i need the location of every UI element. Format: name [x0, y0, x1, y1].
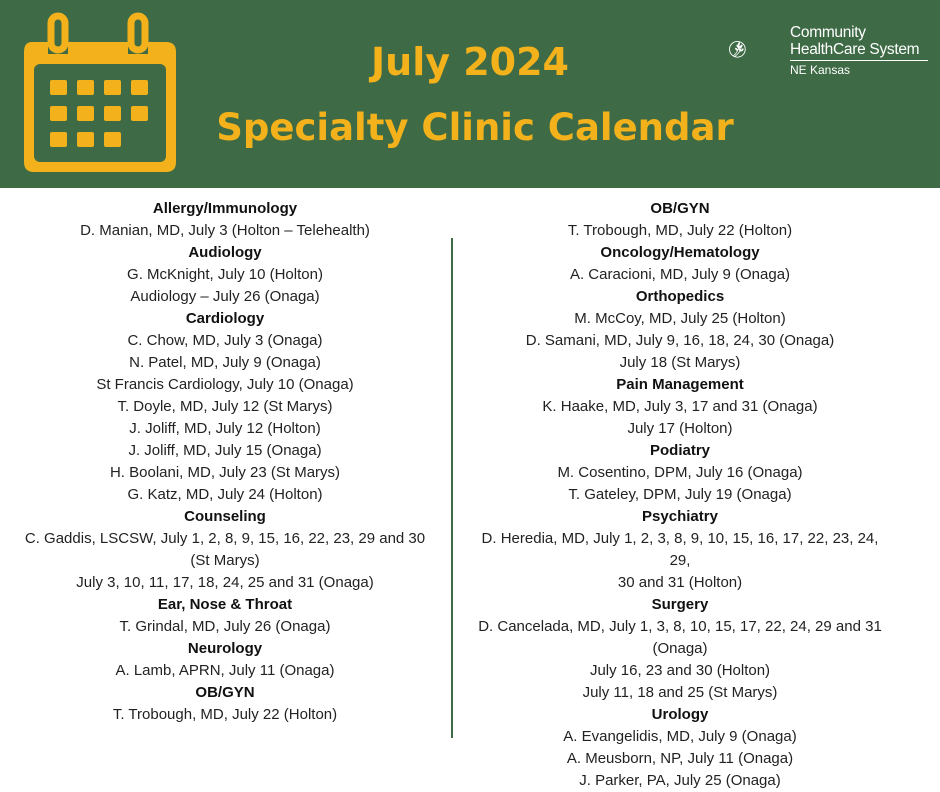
specialty-title: Allergy/Immunology	[152, 200, 298, 217]
specialty-title: Orthopedics	[635, 288, 725, 305]
specialty-title: Podiatry	[649, 442, 710, 459]
logo-line1: Community	[790, 24, 866, 41]
clinic-entry: A. Lamb, APRN, July 11 (Onaga)	[115, 662, 335, 679]
clinic-entry: J. Parker, PA, July 25 (Onaga)	[579, 772, 781, 789]
clinic-entry: July 18 (St Marys)	[619, 354, 741, 371]
page-title: July 2024	[371, 40, 569, 84]
specialty-title: Cardiology	[185, 310, 265, 327]
clinic-entry: K. Haake, MD, July 3, 17 and 31 (Onaga)	[542, 398, 818, 415]
wheat-logo-icon	[728, 14, 790, 84]
specialty-title: Counseling	[184, 508, 266, 525]
clinic-entry: C. Chow, MD, July 3 (Onaga)	[127, 332, 323, 349]
specialty-section	[470, 198, 890, 242]
right-column	[470, 198, 890, 792]
specialty-title: Psychiatry	[642, 508, 718, 525]
clinic-entry: A. Meusborn, NP, July 11 (Onaga)	[566, 750, 794, 767]
clinic-entry: July 11, 18 and 25 (St Marys)	[582, 684, 778, 701]
left-column	[20, 198, 430, 726]
clinic-entry: M. Cosentino, DPM, July 16 (Onaga)	[557, 464, 803, 481]
specialty-title: Audiology	[188, 244, 262, 261]
specialty-section	[20, 506, 430, 594]
clinic-entry: D. Samani, MD, July 9, 16, 18, 24, 30 (Onaga)	[525, 332, 835, 349]
specialty-title: Oncology/Hematology	[600, 244, 760, 261]
specialty-section	[20, 682, 430, 726]
specialty-title: Ear, Nose & Throat	[157, 596, 293, 613]
clinic-entry: St Francis Cardiology, July 10 (Onaga)	[96, 376, 354, 393]
clinic-entry: (Onaga)	[652, 640, 708, 657]
specialty-title: OB/GYN	[195, 684, 255, 701]
clinic-entry: D. Manian, MD, July 3 (Holton – Telehealth)	[80, 222, 370, 239]
specialty-section	[20, 198, 430, 242]
clinic-entry: D. Cancelada, MD, July 1, 3, 8, 10, 15, 17, 22, 24, 29 and 31	[478, 618, 882, 635]
clinic-entry: D. Heredia, MD, July 1, 2, 3, 8, 9, 10, 15, 16, 17, 22, 23, 24, 29,	[481, 530, 879, 569]
clinic-entry: July 3, 10, 11, 17, 18, 24, 25 and 31 (Onaga)	[76, 574, 374, 591]
clinic-entry: July 17 (Holton)	[627, 420, 733, 437]
clinic-entry: J. Joliff, MD, July 15 (Onaga)	[128, 442, 322, 459]
clinic-entry: T. Grindal, MD, July 26 (Onaga)	[119, 618, 331, 635]
specialty-section	[470, 374, 890, 440]
specialty-title: Neurology	[187, 640, 263, 657]
specialty-section	[470, 242, 890, 286]
clinic-entry: J. Joliff, MD, July 12 (Holton)	[129, 420, 321, 437]
page-subtitle: Specialty Clinic Calendar	[216, 106, 734, 149]
clinic-entry: G. Katz, MD, July 24 (Holton)	[127, 486, 323, 503]
clinic-entry: T. Doyle, MD, July 12 (St Marys)	[117, 398, 333, 415]
clinic-entry: (St Marys)	[190, 552, 260, 569]
clinic-entry: H. Boolani, MD, July 23 (St Marys)	[109, 464, 341, 481]
clinic-entry: 30 and 31 (Holton)	[617, 574, 743, 591]
logo-divider	[790, 60, 928, 61]
specialty-section	[20, 638, 430, 682]
clinic-entry: T. Trobough, MD, July 22 (Holton)	[567, 222, 793, 239]
specialty-section	[470, 440, 890, 506]
specialty-title: Urology	[651, 706, 709, 723]
specialty-section	[470, 286, 890, 374]
clinic-entry: July 16, 23 and 30 (Holton)	[589, 662, 771, 679]
clinic-entry: T. Gateley, DPM, July 19 (Onaga)	[568, 486, 792, 503]
specialty-section	[470, 704, 890, 792]
specialty-section	[470, 594, 890, 704]
clinic-entry: C. Gaddis, LSCSW, July 1, 2, 8, 9, 15, 16, 22, 23, 29 and 30	[24, 530, 426, 547]
specialty-section	[20, 242, 430, 308]
calendar-icon	[20, 12, 182, 174]
specialty-title: Pain Management	[616, 376, 744, 393]
clinic-entry: T. Trobough, MD, July 22 (Holton)	[112, 706, 338, 723]
clinic-entry: Audiology – July 26 (Onaga)	[130, 288, 320, 305]
logo-line2: HealthCare System	[790, 41, 920, 58]
specialty-title: Surgery	[651, 596, 709, 613]
clinic-entry: M. McCoy, MD, July 25 (Holton)	[574, 310, 786, 327]
specialty-title: OB/GYN	[650, 200, 710, 217]
header-banner	[0, 0, 940, 188]
specialty-section	[20, 594, 430, 638]
column-divider	[451, 238, 453, 738]
specialty-section	[20, 308, 430, 506]
logo-text	[790, 24, 928, 77]
specialty-section	[470, 506, 890, 594]
clinic-entry: A. Caracioni, MD, July 9 (Onaga)	[569, 266, 791, 283]
logo-subtitle: NE Kansas	[790, 63, 851, 77]
clinic-entry: N. Patel, MD, July 9 (Onaga)	[129, 354, 321, 371]
clinic-entry: G. McKnight, July 10 (Holton)	[127, 266, 323, 283]
clinic-entry: A. Evangelidis, MD, July 9 (Onaga)	[563, 728, 797, 745]
